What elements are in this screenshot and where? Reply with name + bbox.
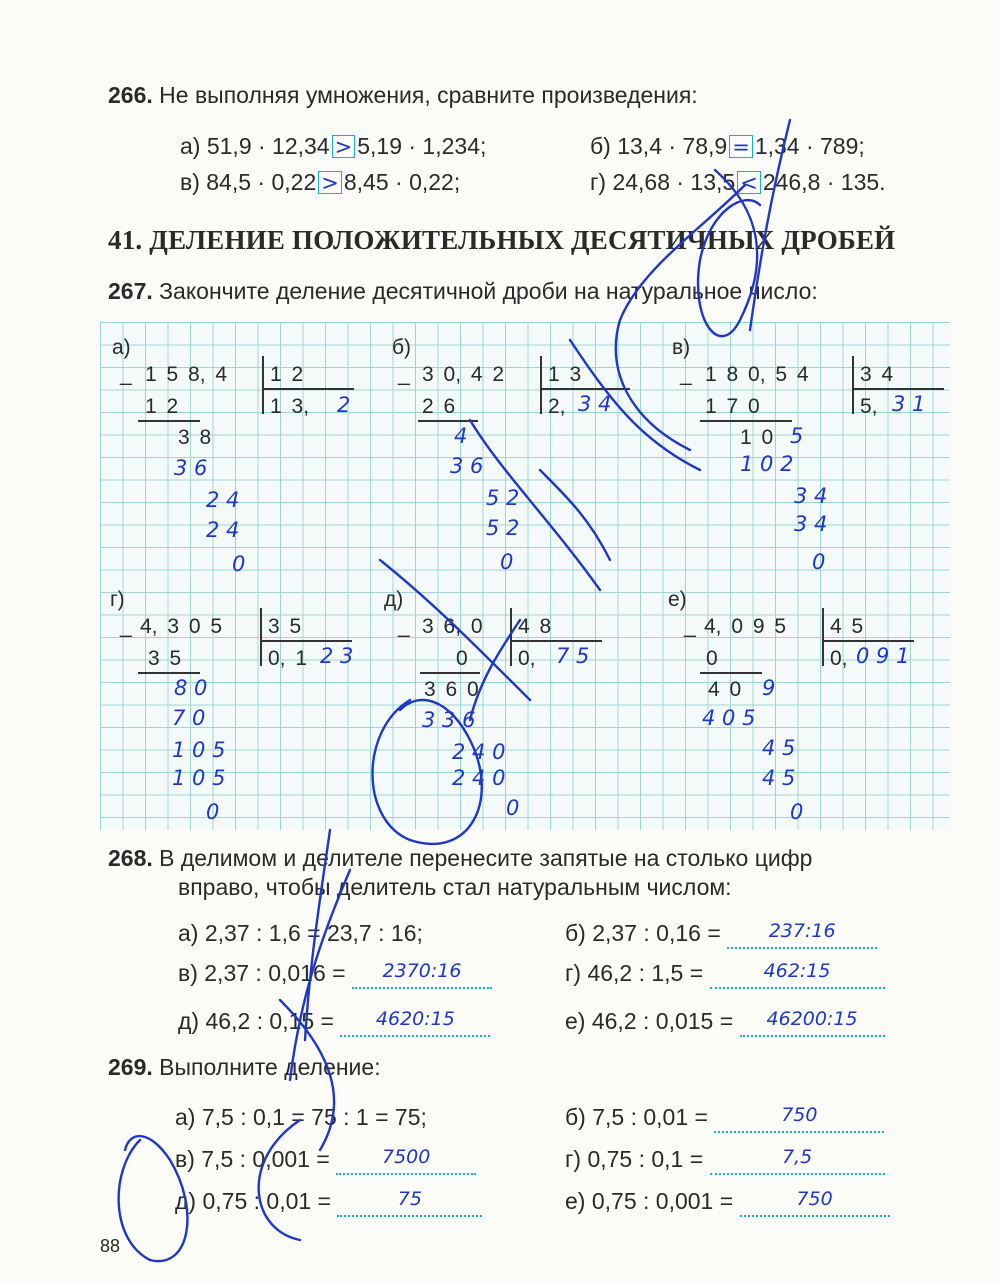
division-bar [510,608,512,666]
problem-label: е) [668,588,687,611]
hw-step: 0 [232,552,246,576]
ex269-v [175,1146,476,1175]
divisor: 1 2 [270,363,304,386]
ex266-g-left: г) 24,68 · 13,5 [590,169,736,195]
dividend: 4, 3 0 5 [140,615,223,638]
problem-label: в) [672,336,691,359]
exercise-text: Закончите деление десятичной дроби на натуральное число: [159,278,818,304]
ex268-g-text: г) 46,2 : 1,5 = [565,960,704,986]
ex268-b [565,920,877,949]
minus-sign: _ [120,363,132,386]
hw-step: 2 4 [206,518,240,542]
ex269-g [565,1146,885,1175]
problem-label: а) [112,336,131,359]
hw-step: 2 4 [206,488,240,512]
handwritten-sign: = [732,135,750,159]
exercise-number: 269. [108,1054,153,1080]
exercise-number: 268. [108,845,153,871]
ex268-g [565,960,885,989]
minus-sign: _ [398,615,410,638]
remainder: 3 6 0 [424,678,479,701]
ex266-v-left: в) 84,5 · 0,22 [180,169,317,195]
divisor: 4 8 [518,615,552,638]
hw-step: 3 6 [174,456,208,480]
handwritten-sign: < [740,171,758,195]
answer-box[interactable] [737,171,761,194]
subtrahend: 1 2 [145,395,179,418]
underline [138,672,200,674]
ex269-e [565,1188,890,1217]
handwritten-answer: 750 [796,1188,833,1210]
ex266-g-right: 246,8 · 135. [762,169,886,195]
underline [700,420,792,422]
handwritten-answer: 2370:16 [382,960,462,982]
answer-field[interactable] [727,920,877,949]
hw-step: 4 5 [762,766,796,790]
ex268-d-text: д) 46,2 : 0,15 = [178,1008,334,1034]
ex266-a-left: а) 51,9 · 12,34 [180,133,330,159]
divisor-underline [262,388,354,390]
ex269-v-text: в) 7,5 : 0,001 = [175,1146,330,1172]
ex266-b [590,133,865,160]
hw-step: 3 4 [794,484,828,508]
remainder: 3 8 [178,426,212,449]
answer-field[interactable] [740,1188,890,1217]
hw-step: 5 2 [486,516,520,540]
hw-step: 5 2 [486,486,520,510]
hw-step: 3 3 6 [422,708,476,732]
hw-step: 0 [500,550,514,574]
divisor-underline [852,388,944,390]
underline [418,420,478,422]
divisor-underline [822,640,914,642]
underline [420,672,480,674]
hw-step: 8 0 [174,676,208,700]
hw-digit: 9 [762,676,776,700]
quotient-printed: 0, [518,647,536,670]
division-bar [822,608,824,666]
subtrahend: 2 6 [422,395,456,418]
quotient-handwritten: 7 5 [556,644,590,668]
exercise-267-heading [108,278,818,305]
subtrahend: 0 [706,647,718,670]
hw-step: 0 [506,796,520,820]
division-bar [540,356,542,414]
section-title: 41. ДЕЛЕНИЕ ПОЛОЖИТЕЛЬНЫХ ДЕСЯТИЧНЫХ ДРОБЕЙ [108,225,896,255]
exercise-269-heading [108,1054,381,1081]
ex268-e-text: е) 46,2 : 0,015 = [565,1008,734,1034]
handwritten-sign: > [321,171,339,195]
exercise-text: Не выполняя умножения, сравните произведения: [159,82,698,108]
ex266-a [180,133,486,160]
hw-step: 0 [812,550,826,574]
hw-step: 4 0 5 [702,706,756,730]
answer-box[interactable] [729,135,753,158]
quotient-printed: 2, [548,395,566,418]
handwritten-answer: 75 [397,1188,422,1210]
exercise-text-line2: вправо, чтобы делитель стал натуральным числом: [178,874,732,900]
handwritten-answer: 4620:15 [375,1008,455,1030]
dividend: 4, 0 9 5 [704,615,787,638]
ex269-e-text: е) 0,75 : 0,001 = [565,1188,734,1214]
divisor: 3 4 [860,363,894,386]
hw-step: 3 6 [450,454,484,478]
exercise-266-heading [108,82,698,109]
handwritten-answer: 237:16 [768,920,836,942]
hw-digit: 5 [790,424,804,448]
divisor-underline [510,640,602,642]
handwritten-answer: 462:15 [763,960,831,982]
ex269-d [175,1188,482,1217]
minus-sign: _ [398,363,410,386]
hw-step: 0 [790,800,804,824]
dividend: 1 5 8, 4 [145,363,228,386]
divisor: 4 5 [830,615,864,638]
ex266-b-right: 1,34 · 789; [754,133,865,159]
remainder: 1 0 [740,426,774,449]
ex268-e [565,1008,885,1037]
page-number: 88 [100,1236,121,1256]
answer-field[interactable] [740,1008,885,1037]
ex268-b-text: б) 2,37 : 0,16 = [565,920,721,946]
hw-step: 7 0 [172,706,206,730]
problem-label: г) [110,588,125,611]
quotient-handwritten: 3 1 [892,392,926,416]
division-bar [262,356,264,414]
exercise-number: 267. [108,278,153,304]
quotient-printed: 0, 1 [268,647,308,670]
hw-step: 3 4 [794,512,828,536]
hw-step: 0 [206,800,220,824]
exercise-text: Выполните деление: [159,1054,381,1080]
answer-field[interactable] [714,1104,884,1133]
quotient-handwritten: 0 9 1 [856,644,910,668]
division-bar [852,356,854,414]
ex269-a: а) 7,5 : 0,1 = 75 : 1 = 75; [175,1104,427,1130]
quotient-handwritten: 2 [337,393,351,417]
remainder: 4 0 [708,678,742,701]
grid-area [100,322,950,830]
subtrahend: 0 [456,647,468,670]
handwritten-answer: 7,5 [781,1146,813,1168]
ex268-a: а) 2,37 : 1,6 = 23,7 : 16; [178,920,423,946]
ex266-b-left: б) 13,4 · 78,9 [590,133,728,159]
problem-label: д) [384,588,404,611]
ex268-v [178,960,492,989]
minus-sign: _ [684,615,696,638]
exercise-text: В делимом и делителе перенесите запятые на столько цифр [159,845,813,871]
exercise-268-heading [108,845,812,872]
ex268-d [178,1008,490,1037]
divisor: 1 3 [548,363,582,386]
quotient-printed: 5, [860,395,878,418]
ex269-d-text: д) 0,75 : 0,01 = [175,1188,331,1214]
exercise-number: 266. [108,82,153,108]
dividend: 3 6, 0 [422,615,483,638]
answer-field[interactable] [352,960,492,989]
ex269-g-text: г) 0,75 : 0,1 = [565,1146,704,1172]
answer-field[interactable] [340,1008,490,1037]
quotient-handwritten: 3 4 [578,392,612,416]
underline [138,420,200,422]
problem-label: б) [392,336,412,359]
ex266-g [590,169,886,196]
ex266-a-right: 5,19 · 1,234; [357,133,487,159]
handwritten-answer: 7500 [382,1146,431,1168]
subtrahend: 1 7 0 [705,395,760,418]
ex266-v-right: 8,45 · 0,22; [343,169,461,195]
handwritten-answer: 750 [781,1104,818,1126]
hw-step: 4 [454,424,468,448]
hw-step: 1 0 5 [172,738,226,762]
divisor-underline [540,388,630,390]
quotient-printed: 0, [830,647,848,670]
minus-sign: _ [680,363,692,386]
minus-sign: _ [120,615,132,638]
answer-box[interactable] [332,135,356,158]
hw-step: 2 4 0 [452,766,506,790]
hw-step: 4 5 [762,736,796,760]
quotient-handwritten: 2 3 [320,644,354,668]
divisor: 3 5 [268,615,302,638]
dividend: 1 8 0, 5 4 [705,363,809,386]
dividend: 3 0, 4 2 [422,363,505,386]
ex268-v-text: в) 2,37 : 0,016 = [178,960,346,986]
ex269-b [565,1104,884,1133]
answer-field[interactable] [710,1146,885,1175]
answer-field[interactable] [710,960,885,989]
quotient-printed: 1 3, [270,395,310,418]
hw-step: 2 4 0 [452,740,506,764]
subtrahend: 3 5 [148,647,182,670]
ex266-v [180,169,460,196]
division-bar [260,608,262,666]
hw-step: 1 0 2 [740,452,794,476]
divisor-underline [260,640,352,642]
answer-field[interactable] [337,1188,482,1217]
handwritten-answer: 46200:15 [766,1008,858,1030]
handwritten-sign: > [334,135,353,159]
answer-box[interactable] [318,171,342,194]
ex269-b-text: б) 7,5 : 0,01 = [565,1104,708,1130]
answer-field[interactable] [336,1146,476,1175]
hw-step: 1 0 5 [172,766,226,790]
underline [700,672,762,674]
